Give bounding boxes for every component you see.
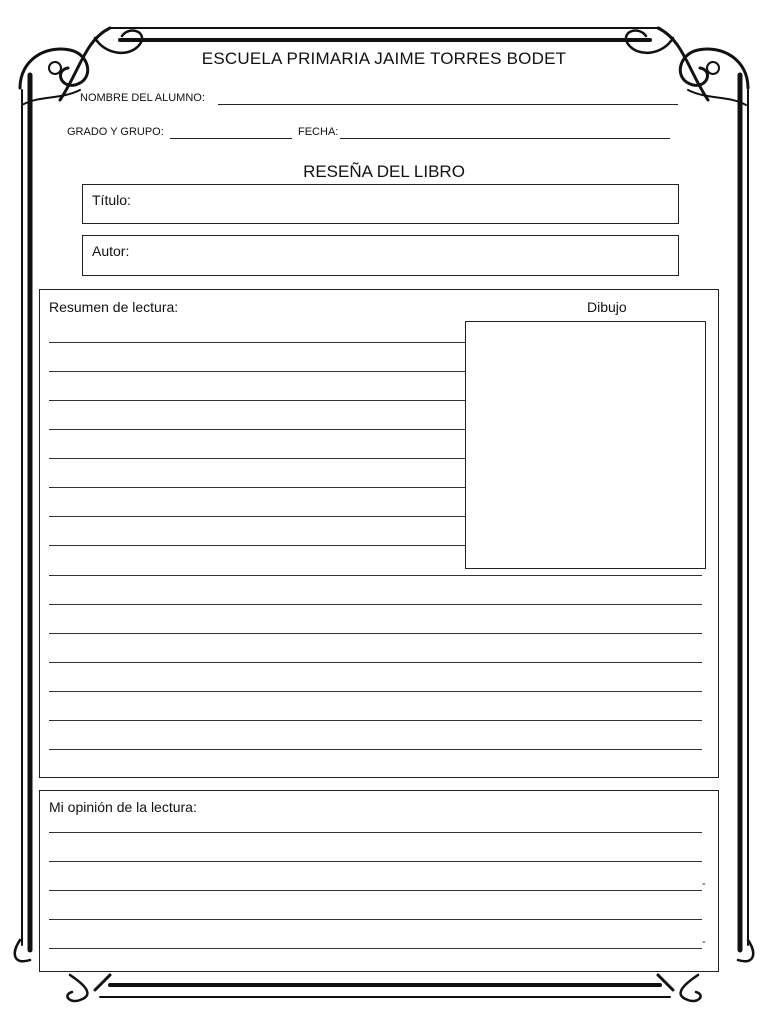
summary-line[interactable]: [49, 604, 702, 605]
summary-line[interactable]: [49, 691, 702, 692]
summary-line[interactable]: [49, 749, 702, 750]
summary-line[interactable]: [49, 487, 465, 488]
summary-line[interactable]: [49, 720, 702, 721]
date-field[interactable]: [340, 138, 670, 139]
summary-line[interactable]: [49, 429, 465, 430]
opinion-line[interactable]: [49, 919, 702, 920]
date-label: FECHA:: [298, 126, 339, 138]
opinion-label: Mi opinión de la lectura:: [49, 799, 197, 815]
opinion-section: [39, 790, 719, 972]
summary-label: Resumen de lectura:: [49, 299, 179, 315]
grade-group-field[interactable]: [170, 138, 292, 139]
summary-line[interactable]: [49, 342, 465, 343]
summary-line[interactable]: [49, 400, 465, 401]
summary-line[interactable]: [49, 575, 702, 576]
trailing-mark: -: [702, 936, 706, 948]
student-name-label: NOMBRE DEL ALUMNO:: [80, 92, 205, 104]
book-author-label: Autor:: [92, 243, 130, 259]
summary-line[interactable]: [49, 516, 465, 517]
summary-line[interactable]: [49, 633, 702, 634]
book-author-box[interactable]: [82, 235, 679, 276]
trailing-mark: -: [702, 878, 706, 890]
review-heading: RESEÑA DEL LIBRO: [303, 162, 465, 181]
opinion-line[interactable]: [49, 890, 702, 891]
drawing-label: Dibujo: [587, 299, 627, 315]
opinion-line[interactable]: [49, 861, 702, 862]
student-name-field[interactable]: [218, 104, 678, 105]
opinion-line[interactable]: [49, 948, 702, 949]
school-name: ESCUELA PRIMARIA JAIME TORRES BODET: [201, 49, 567, 68]
summary-line[interactable]: [49, 545, 465, 546]
grade-group-label: GRADO Y GRUPO:: [67, 126, 164, 138]
summary-line[interactable]: [49, 662, 702, 663]
opinion-line[interactable]: [49, 832, 702, 833]
summary-line[interactable]: [49, 458, 465, 459]
drawing-box[interactable]: [465, 321, 706, 569]
book-title-label: Título:: [92, 192, 131, 208]
summary-line[interactable]: [49, 371, 465, 372]
book-title-box[interactable]: [82, 184, 679, 224]
